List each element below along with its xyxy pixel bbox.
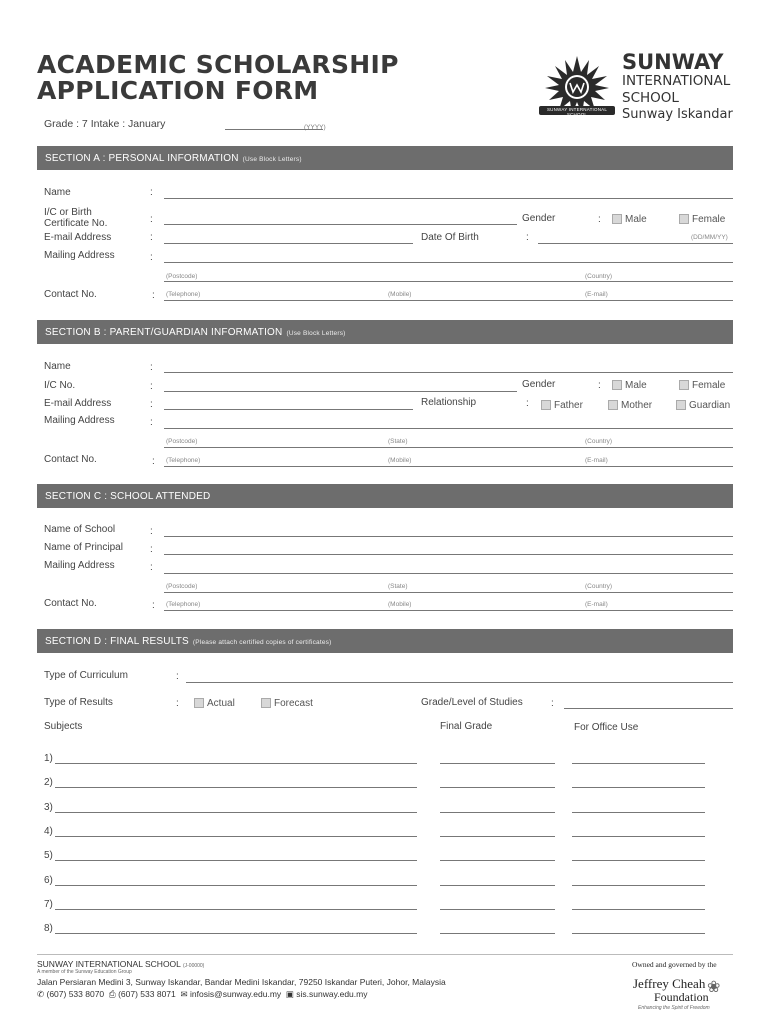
- foundation-name-line1: Jeffrey Cheah: [633, 976, 706, 991]
- b-country-hint: (Country): [585, 438, 613, 445]
- subject-field[interactable]: [55, 885, 417, 886]
- a-email-field[interactable]: [164, 243, 413, 244]
- d-curriculum-label: Type of Curriculum: [44, 670, 128, 681]
- subject-row-number: 8): [44, 923, 53, 934]
- emblem-text: SUNWAY INTERNATIONAL SCHOOL: [546, 107, 608, 117]
- subject-field[interactable]: [55, 836, 417, 837]
- b-email-hint: (E-mail): [585, 457, 608, 464]
- b-mother-label: Mother: [621, 400, 653, 411]
- b-guardian-label: Guardian: [689, 400, 731, 411]
- footer-contacts: [37, 989, 367, 1000]
- foundation-tagline: Enhancing the Spirit of Freedom: [638, 1005, 710, 1011]
- a-female-label: Female: [692, 214, 726, 225]
- b-guardian-checkbox[interactable]: [676, 400, 686, 410]
- logo-line4: Sunway Iskandar: [622, 107, 733, 122]
- d-grade-level-label: Grade/Level of Studies: [421, 697, 523, 708]
- b-state-hint: (State): [388, 438, 408, 445]
- d-forecast-checkbox[interactable]: [261, 698, 271, 708]
- footer-divider: [37, 954, 733, 955]
- b-male-label: Male: [625, 380, 647, 391]
- c-school-field[interactable]: [164, 536, 733, 537]
- b-email-label: E-mail Address: [44, 398, 112, 409]
- b-relationship-label: Relationship: [421, 397, 477, 408]
- phone-icon: ✆: [37, 989, 45, 999]
- b-mother-checkbox[interactable]: [608, 400, 618, 410]
- mail-icon: ✉: [180, 989, 188, 999]
- b-father-label: Father: [554, 400, 583, 411]
- b-mailing-field-1[interactable]: [164, 428, 733, 429]
- d-subjects-header: Subjects: [44, 721, 83, 732]
- subject-field[interactable]: [55, 812, 417, 813]
- foundation-leaf-icon: ❀: [707, 979, 721, 996]
- section-a-header: [37, 146, 733, 170]
- footer-school-name: SUNWAY INTERNATIONAL SCHOOL: [37, 959, 181, 969]
- section-d-note: (Please attach certified copies of certificates): [192, 639, 332, 646]
- final-grade-field[interactable]: [440, 885, 555, 886]
- c-contact-field[interactable]: [164, 610, 733, 611]
- b-postcode-hint: (Postcode): [166, 438, 198, 445]
- d-actual-checkbox[interactable]: [194, 698, 204, 708]
- subject-row-number: 3): [44, 802, 53, 813]
- office-use-field[interactable]: [572, 909, 705, 910]
- section-a-note: (Use Block Letters): [242, 156, 302, 163]
- section-b-note: (Use Block Letters): [286, 330, 346, 337]
- web-icon: ▣: [285, 989, 294, 999]
- logo-name: SUNWAY: [622, 50, 724, 74]
- b-ic-label: I/C No.: [44, 380, 76, 391]
- office-use-field[interactable]: [572, 763, 705, 764]
- subject-field[interactable]: [55, 860, 417, 861]
- d-results-label: Type of Results: [44, 697, 113, 708]
- a-mailing-label: Mailing Address: [44, 250, 115, 261]
- a-postcode-hint: (Postcode): [166, 273, 198, 280]
- a-ic-label: I/C or Birth Certificate No.: [44, 207, 108, 229]
- a-dob-field[interactable]: [538, 243, 733, 244]
- final-grade-field[interactable]: [440, 812, 555, 813]
- a-gender-label: Gender: [522, 213, 556, 224]
- b-name-field[interactable]: [164, 372, 733, 373]
- d-curriculum-field[interactable]: [186, 682, 733, 683]
- final-grade-field[interactable]: [440, 787, 555, 788]
- subject-row-number: 6): [44, 875, 53, 886]
- a-dob-label: Date Of Birth: [421, 232, 479, 243]
- footer-phone: (607) 533 8070: [46, 989, 105, 999]
- footer-member: A member of the Sunway Education Group: [37, 969, 132, 975]
- year-hint: (YYYY): [304, 124, 326, 131]
- logo-line2: INTERNATIONAL: [622, 73, 731, 89]
- b-telephone-hint: (Telephone): [166, 457, 201, 464]
- b-female-label: Female: [692, 380, 726, 391]
- b-mailing-label: Mailing Address: [44, 415, 115, 426]
- c-country-hint: (Country): [585, 583, 613, 590]
- b-email-field[interactable]: [164, 409, 413, 410]
- d-final-grade-header: Final Grade: [440, 721, 493, 732]
- c-principal-label: Name of Principal: [44, 542, 123, 553]
- subject-row-number: 2): [44, 777, 53, 788]
- b-male-checkbox[interactable]: [612, 380, 622, 390]
- footer-address: Jalan Persiaran Medini 3, Sunway Iskandar, Bandar Medini Iskandar, 79250 Iskandar Puteri, Johor, Malaysia: [37, 977, 446, 987]
- a-email-hint: (E-mail): [585, 291, 608, 298]
- a-name-field[interactable]: [164, 198, 733, 199]
- b-mobile-hint: (Mobile): [388, 457, 412, 464]
- b-ic-field[interactable]: [164, 391, 517, 392]
- footer-fax: (607) 533 8071: [118, 989, 176, 999]
- fax-icon: ⎙: [108, 989, 116, 999]
- d-grade-level-field[interactable]: [564, 708, 733, 709]
- office-use-field[interactable]: [572, 836, 705, 837]
- subject-row-number: 1): [44, 753, 53, 764]
- section-b-title: SECTION B : PARENT/GUARDIAN INFORMATION: [45, 327, 283, 338]
- footer-web[interactable]: sis.sunway.edu.my: [296, 989, 368, 999]
- a-mailing-field-2[interactable]: [164, 281, 733, 282]
- a-mobile-hint: (Mobile): [388, 291, 412, 298]
- subject-row-number: 7): [44, 899, 53, 910]
- final-grade-field[interactable]: [440, 860, 555, 861]
- a-contact-field[interactable]: [164, 300, 733, 301]
- b-mailing-field-2[interactable]: [164, 447, 733, 448]
- a-ic-field[interactable]: [164, 224, 517, 225]
- a-telephone-hint: (Telephone): [166, 291, 201, 298]
- section-b-header: [37, 320, 733, 344]
- final-grade-field[interactable]: [440, 909, 555, 910]
- c-principal-field[interactable]: [164, 554, 733, 555]
- a-male-label: Male: [625, 214, 647, 225]
- c-state-hint: (State): [388, 583, 408, 590]
- footer-school: [37, 959, 204, 969]
- c-mailing-label: Mailing Address: [44, 560, 115, 571]
- section-d-header: [37, 629, 733, 653]
- b-name-label: Name: [44, 361, 71, 372]
- b-contact-field[interactable]: [164, 466, 733, 467]
- section-c-title: SECTION C : SCHOOL ATTENDED: [45, 491, 211, 502]
- c-school-label: Name of School: [44, 524, 116, 535]
- foundation-name-line2: Foundation: [654, 990, 709, 1004]
- c-mobile-hint: (Mobile): [388, 601, 412, 608]
- section-d-title: SECTION D : FINAL RESULTS: [45, 636, 189, 647]
- d-forecast-label: Forecast: [274, 698, 313, 709]
- owned-governed: Owned and governed by the: [632, 960, 717, 969]
- b-father-checkbox[interactable]: [541, 400, 551, 410]
- section-c-header: [37, 484, 733, 508]
- form-title-line1: ACADEMIC SCHOLARSHIP: [37, 50, 399, 79]
- logo-line3: SCHOOL: [622, 90, 679, 106]
- footer-email[interactable]: infosis@sunway.edu.my: [190, 989, 282, 999]
- b-female-checkbox[interactable]: [679, 380, 689, 390]
- a-dob-hint: (DD/MM/YY): [691, 234, 728, 241]
- d-office-use-header: For Office Use: [574, 722, 639, 733]
- final-grade-field[interactable]: [440, 933, 555, 934]
- subject-row-number: 4): [44, 826, 53, 837]
- d-actual-label: Actual: [207, 698, 235, 709]
- section-a-title: SECTION A : PERSONAL INFORMATION: [45, 153, 239, 164]
- c-email-hint: (E-mail): [585, 601, 608, 608]
- a-email-label: E-mail Address: [44, 232, 112, 243]
- a-male-checkbox[interactable]: [612, 214, 622, 224]
- office-use-field[interactable]: [572, 812, 705, 813]
- form-title-line2: APPLICATION FORM: [37, 76, 319, 105]
- c-mailing-field-2[interactable]: [164, 592, 733, 593]
- office-use-field[interactable]: [572, 787, 705, 788]
- grade-intake: Grade : 7 Intake : January: [44, 118, 166, 130]
- c-postcode-hint: (Postcode): [166, 583, 198, 590]
- b-gender-label: Gender: [522, 379, 556, 390]
- final-grade-field[interactable]: [440, 836, 555, 837]
- footer-reg: (J-00000): [182, 963, 205, 969]
- office-use-field[interactable]: [572, 860, 705, 861]
- final-grade-field[interactable]: [440, 763, 555, 764]
- subject-field[interactable]: [55, 763, 417, 764]
- a-mailing-field-1[interactable]: [164, 262, 733, 263]
- a-contact-label: Contact No.: [44, 289, 97, 300]
- office-use-field[interactable]: [572, 885, 705, 886]
- c-contact-label: Contact No.: [44, 598, 97, 609]
- subject-field[interactable]: [55, 933, 417, 934]
- a-female-checkbox[interactable]: [679, 214, 689, 224]
- c-telephone-hint: (Telephone): [166, 601, 201, 608]
- a-name-label: Name: [44, 187, 71, 198]
- office-use-field[interactable]: [572, 933, 705, 934]
- subject-field[interactable]: [55, 909, 417, 910]
- a-country-hint: (Country): [585, 273, 613, 280]
- subject-row-number: 5): [44, 850, 53, 861]
- c-mailing-field-1[interactable]: [164, 573, 733, 574]
- subject-field[interactable]: [55, 787, 417, 788]
- b-contact-label: Contact No.: [44, 454, 97, 465]
